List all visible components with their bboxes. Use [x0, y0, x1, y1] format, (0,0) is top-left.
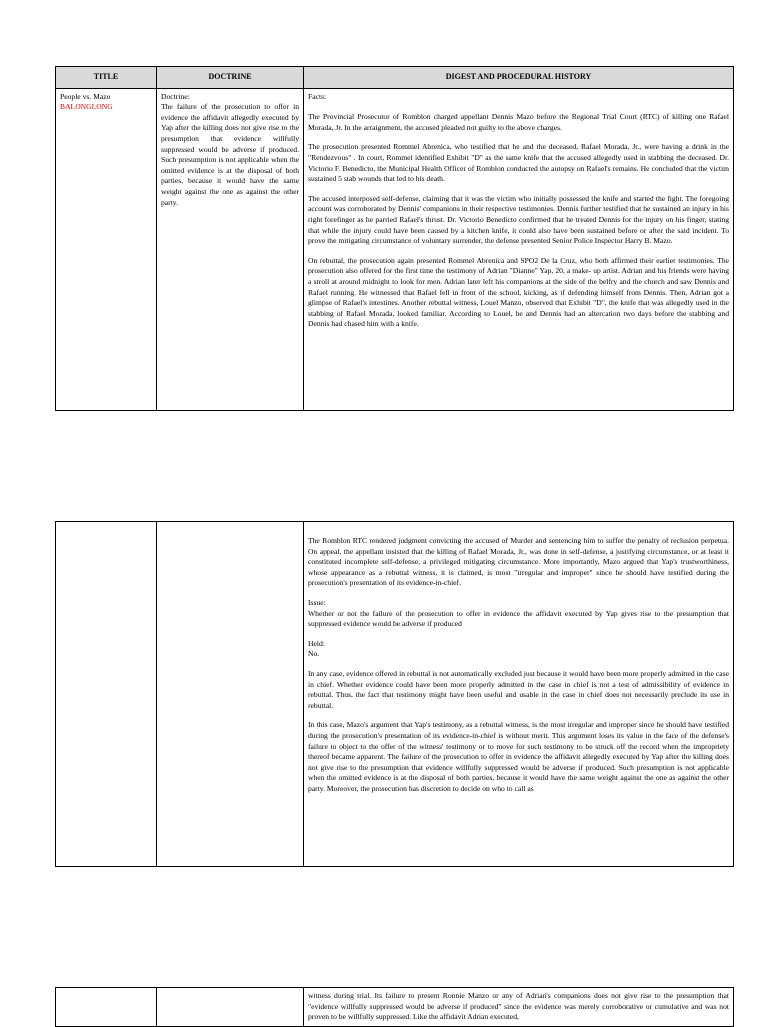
- held-label: Held:: [308, 638, 325, 648]
- table-row: [56, 88, 734, 410]
- held-text: No.: [308, 649, 320, 659]
- facts-paragraph-2: The prosecution presented Rommel Abrenica, who testified that he and the deceased, Rafael Morada, Jr., were having a drink in the "Rendezvous" . In court, Rommel identified Exhibit "D" as the same knife that the accused allegedly used in stabbing the deceased. Dr. Victorio F. Benedicto, the Municipal Health Officer of Romblon conducted the autopsy on Rafael's remains. He concluded that the victim sustained 5 stab wounds that led to his death.: [308, 142, 729, 184]
- facts-paragraph-3: The accused interposed self-defense, claiming that it was the victim who initially possessed the knife and started the fight. The foregoing account was corroborated by Dennis' companions in their respective testimonies. Dennis further testified that he sustained an injury in his right forefinger as he parried Rafael's thrust. Dr. Victorio Benedicto confirmed that he treated Dennis for the injury on his finger, stating that while the injury could have been caused by a kitchen knife, it could also have been sustained before or after the said incident. To prove the mitigating circumstance of voluntary surrender, the defense presented Senior Police Inspector Harry B. Mazo.: [308, 193, 729, 246]
- table-header-row: [56, 67, 734, 89]
- issue-label: Issue:: [308, 597, 326, 607]
- digest-table-page-3: [55, 987, 734, 1027]
- title-cell-empty: [56, 988, 157, 1027]
- table-row: [56, 522, 734, 867]
- digest-table-page-1: [55, 66, 734, 411]
- ruling-paragraph-2: In this case, Mazo's argument that Yap's testimony, as a rebuttal witness, is the most irregular and improper since he should have testified during the prosecution's presentation of its evidence-in-chief is without merit. This argument loses its value in the face of the defense's failure to object to the offer of the witness' testimony or to move for such testimony to be struck off the record when the impropriety thereof became apparent. The failure of the prosecution to offer in evidence the affidavit allegedly executed by Yap after the killing does not give rise to the presumption that evidence willfully suppressed would be adverse if produced. Such presumption is not applicable when the omitted evidence is at the disposal of both parties, because it would have the same weight against the one as against the other party. Moreover, the prosecution has discretion to decide on who to call as: [308, 720, 729, 793]
- header-digest: DIGEST AND PROCEDURAL HISTORY: [304, 67, 734, 89]
- title-cell: [56, 88, 157, 410]
- digest-table-page-2: [55, 521, 734, 867]
- doctrine-label: Doctrine:: [161, 91, 190, 101]
- header-doctrine: DOCTRINE: [157, 67, 304, 89]
- digest-cell: [304, 88, 734, 410]
- case-author: BALONGLONG: [60, 102, 113, 112]
- facts-paragraph-4: On rebuttal, the prosecution again presented Rommel Abrenica and SPO2 De la Cruz, who both affirmed their earlier testimonies. The prosecution also offered for the first time the testimony of Adrian "Dianne" Yap, 20, a make- up artist. Adrian and his friends were having a stroll at around midnight to look for men. Adrian later left his companions at the side of the belfry and the church and saw Dennis and Rafael running. He witnessed that Rafael fell in front of the school, kicking, as if defending himself from Dennis. Then, Adrian got a glimpse of Rafael's intestines. Another rebuttal witness, Louel Manzo, observed that Exhibit "D", the knife that was allegedly used in the stabbing of Rafael Morada, looked familiar. According to Louel, he and Dennis had an altercation two days before the stabbing and Dennis had chased him with a knife.: [308, 255, 729, 329]
- doctrine-cell: [157, 88, 304, 410]
- ruling-paragraph-3: witness during trial. Its failure to present Ronnie Manzo or any of Adrian's companions does not give rise to the presumption that "evidence willfully suppressed would be adverse if produced" since the evidence was merely corroborative or cumulative and was not proven to be willfully suppressed. Like the affidavit Adrian executed,: [308, 991, 729, 1022]
- facts-paragraph-1: The Provincial Prosecutor of Romblon charged appellant Dennis Mazo before the Regional Trial Court (RTC) of killing one Rafael Morada, Jr. In the arraignment, the accused pleaded not guilty to the above charges.: [308, 112, 729, 132]
- case-title: People vs. Mazo: [60, 91, 111, 101]
- procedural-paragraph: The Romblon RTC rendered judgment convicting the accused of Murder and sentencing him to suffer the penalty of reclusion perpetua. On appeal, the appellant insisted that the killing of Rafael Morada, Jr., was done in self-defense, a justifying circumstance, or at least it constituted incomplete self-defense, a privileged mitigating circumstance. More importantly, Mazo argued that Yap's trustworthiness, whose appearance as a rebuttal witness, it is claimed, is most "irregular and improper" since he should have testified during the prosecution's presentation of its evidence-in-chief.: [308, 536, 729, 588]
- digest-cell: [304, 522, 734, 867]
- doctrine-cell-empty: [157, 988, 304, 1027]
- table-row: [56, 988, 734, 1027]
- doctrine-cell-empty: [157, 522, 304, 867]
- ruling-paragraph-1: In any case, evidence offered in rebuttal is not automatically excluded just because it would have been more properly admitted in the case in chief. Whether evidence could have been more properly admitted in the case in chief is not a test of admissibility of evidence in rebuttal. Thus, the fact that testimony might have been useful and usable in the case in chief does not necessarily preclude its use in rebuttal.: [308, 668, 729, 710]
- facts-label: Facts:: [308, 91, 327, 101]
- header-title: TITLE: [56, 67, 157, 89]
- doctrine-text: The failure of the prosecution to offer in evidence the affidavit allegedly executed by Yap after the killing does not give rise to the presumption that evidence willfully suppressed would be adverse if produced. Such presumption is not applicable when the omitted evidence is at the disposal of both parties, because it would have the same weight against the one as against the other party.: [161, 102, 299, 207]
- digest-cell: [304, 988, 734, 1027]
- issue-text: Whether or not the failure of the prosecution to offer in evidence the affidavit executed by Yap gives rise to the presumption that suppressed evidence would be adverse if produced: [308, 608, 729, 629]
- title-cell-empty: [56, 522, 157, 867]
